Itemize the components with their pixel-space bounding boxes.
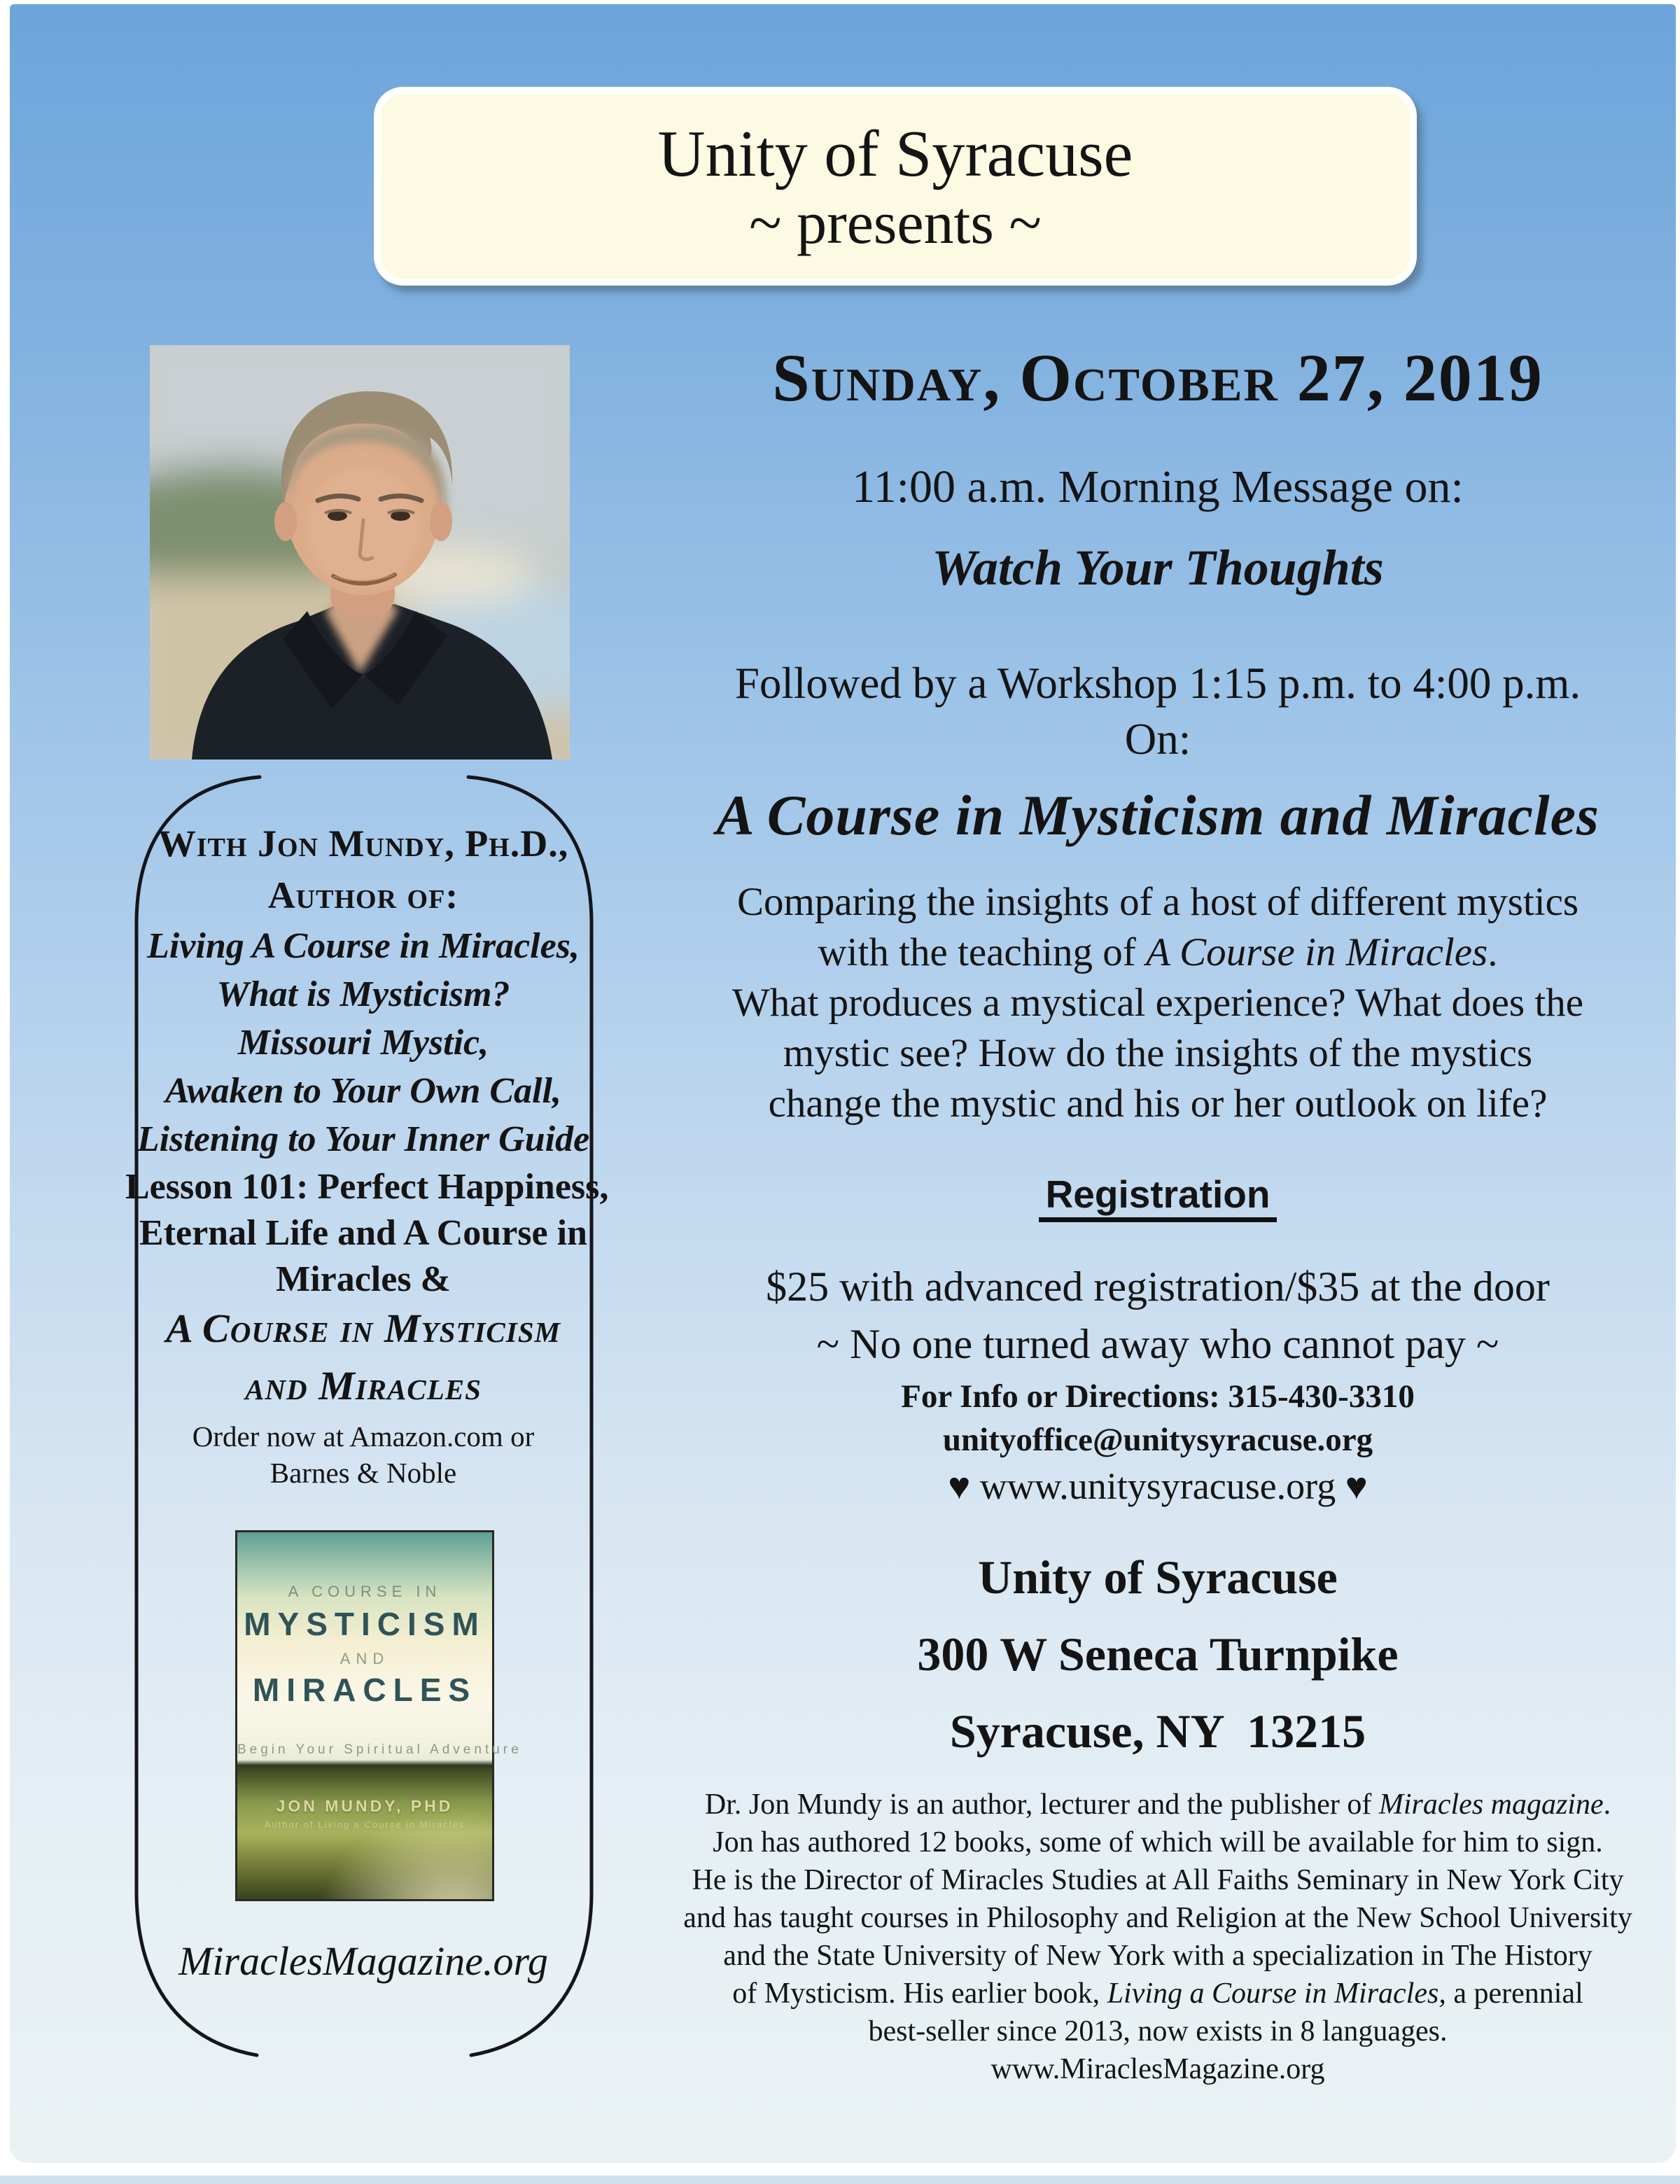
speaker-photo [150,345,570,760]
order-info: Barnes & Noble [270,1457,457,1489]
bio-line [640,1977,1676,2010]
book-cover [235,1530,522,1901]
book-title-lesson: Miracles & [276,1259,451,1299]
banner-box [374,87,1417,286]
scan-edge [0,2176,1680,2184]
bio-text: a perennial [1446,1977,1583,2010]
cover-tagline: Begin Your Spiritual Adventure [237,1742,522,1757]
bio-text: . [1603,1788,1611,1821]
featured-book-title: and Miracles [245,1363,482,1408]
venue-name: Unity of Syracuse [978,1550,1338,1604]
bio-line: and the State University of New York with a specialization in The History [723,1940,1592,1972]
featured-book-title: A Course in Mysticism [166,1306,561,1351]
venue-street: 300 W Seneca Turnpike [917,1628,1399,1681]
workshop-desc-line [640,930,1676,975]
bio-website: www.MiraclesMagazine.org [990,2053,1325,2085]
bio-text: of Mysticism. His earlier book, [732,1977,1107,2010]
cover-title-mysticism: MYSTICISM [244,1606,486,1642]
bio-line [640,1788,1676,1821]
book-title: Awaken to Your Own Call, [165,1071,561,1111]
workshop-time-line: Followed by a Workshop 1:15 p.m. to 4:00 p.m. [734,659,1581,708]
speaker-author-of: Author of: [267,874,459,916]
cover-title-miracles: MIRACLES [252,1672,477,1708]
book-title: Living A Course in Miracles, [147,926,580,966]
bio-text: Dr. Jon Mundy is an author, lecturer and the publisher of [704,1788,1379,1821]
desc-book-ref: A Course in Miracles [1146,930,1488,974]
desc-text: with the teaching of [818,930,1147,974]
registration-no-pay: ~ No one turned away who cannot pay ~ [816,1321,1499,1367]
unity-website: ♥ www.unitysyracuse.org ♥ [948,1465,1368,1507]
contact-email: unityoffice@unitysyracuse.org [942,1422,1373,1458]
bio-line: and has taught courses in Philosophy and Religion at the New School University [683,1902,1632,1934]
workshop-desc-line: change the mystic and his or her outlook on life? [768,1082,1548,1126]
banner-title: Unity of Syracuse [657,118,1133,191]
book-title-lesson: Lesson 101: Perfect Happiness, [125,1167,609,1207]
cover-series: A COURSE IN [288,1583,442,1600]
cover-and: AND [340,1650,390,1667]
desc-text: . [1488,930,1498,974]
bio-line: He is the Director of Miracles Studies at All Faiths Seminary in New York City [692,1864,1624,1896]
book-title: What is Mysticism? [216,974,510,1014]
morning-message-line: 11:00 a.m. Morning Message on: [852,461,1464,512]
bio-line: Jon has authored 12 books, some of which will be available for him to sign. [713,1826,1603,1858]
workshop-title: A Course in Mysticism and Miracles [716,783,1600,847]
banner-presents: ~ presents ~ [749,189,1042,257]
book-title: Listening to Your Inner Guide [136,1119,590,1159]
registration-heading [640,1172,1676,1217]
cover-author-sub: Author of Living a Course in Miracles [264,1819,465,1830]
bio-line: best-seller since 2013, now exists in 8 languages. [868,2015,1448,2047]
registration-heading-text: Registration [1039,1172,1278,1222]
bio-magazine-ref: Miracles magazine [1378,1788,1604,1821]
order-info: Order now at Amazon.com or [192,1420,535,1452]
workshop-on-line: On: [1124,715,1191,764]
morning-message-title: Watch Your Thoughts [932,540,1384,596]
cover-author: JON MUNDY, PHD [276,1797,454,1815]
bio-book-ref: Living a Course in Miracles, [1107,1977,1446,2010]
flyer-paper [10,4,1676,2163]
info-phone: For Info or Directions: 315-430-3310 [901,1378,1415,1415]
registration-price: $25 with advanced registration/$35 at the door [766,1264,1550,1310]
speaker-name: With Jon Mundy, Ph.D., [158,822,569,864]
venue-city: Syracuse, NY 13215 [949,1704,1366,1758]
book-title: Missouri Mystic, [237,1023,489,1063]
miracles-magazine-url: MiraclesMagazine.org [178,1938,548,1984]
event-date: Sunday, October 27, 2019 [772,340,1544,415]
workshop-desc-line: Comparing the insights of a host of different mystics [736,880,1579,924]
workshop-desc-line: mystic see? How do the insights of the mystics [783,1031,1533,1075]
workshop-desc-line: What produces a mystical experience? What does the [732,981,1583,1025]
book-title-lesson: Eternal Life and A Course in [139,1213,587,1253]
